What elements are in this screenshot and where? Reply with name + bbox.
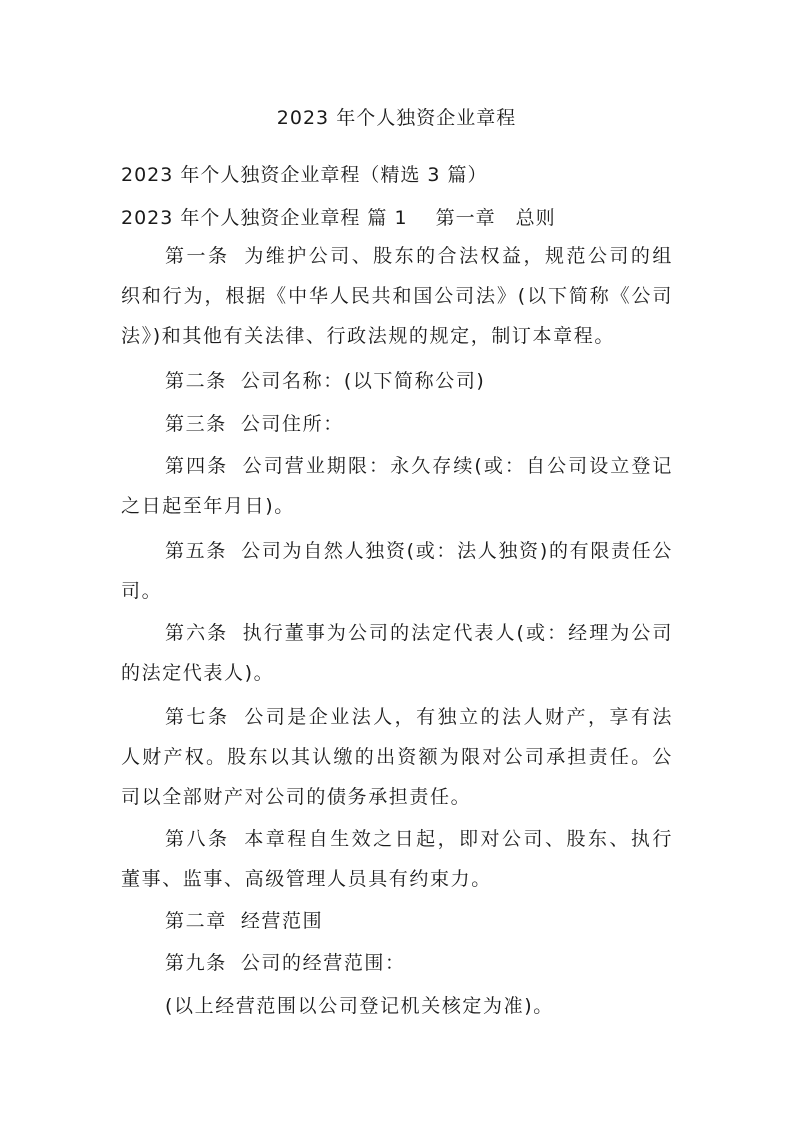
- article-label: 第一条: [165, 245, 230, 267]
- section-heading: 2023 年个人独资企业章程 篇 1: [121, 207, 408, 229]
- article-text: 执行董事为公司的法定代表人(或：经理为公司的法定代表人)。: [121, 622, 673, 684]
- article-text: 公司的经营范围：: [240, 952, 406, 974]
- article-text: 本章程自生效之日起，即对公司、股东、执行董事、监事、高级管理人员具有约束力。: [121, 828, 673, 890]
- article-9: [121, 943, 673, 983]
- section-heading-line: [121, 203, 556, 230]
- article-label: 第六条: [165, 622, 229, 644]
- chapter-two-heading: [121, 901, 673, 941]
- chapter-title: 经营范围: [240, 910, 324, 932]
- article-label: 第八条: [165, 828, 230, 850]
- article-label: 第三条: [165, 413, 227, 435]
- chapter-label: 第二章: [165, 910, 227, 932]
- article-label: 第七条: [165, 706, 230, 728]
- article-2: [121, 361, 673, 401]
- article-text: 公司营业期限：永久存续(或：自公司设立登记之日起至年月日)。: [121, 455, 673, 517]
- article-7: [121, 697, 673, 817]
- article-8: [121, 819, 673, 899]
- article-text: 公司住所：: [240, 413, 344, 435]
- document-subtitle: 2023 年个人独资企业章程（精选 3 篇）: [121, 164, 488, 186]
- article-4: [121, 446, 673, 526]
- article-text: 公司名称：(以下简称公司): [240, 370, 486, 392]
- article-6: [121, 613, 673, 693]
- article-label: 第四条: [165, 455, 229, 477]
- article-text: 为维护公司、股东的合法权益，规范公司的组织和行为，根据《中华人民共和国公司法》(以下简称《公司法》)和其他有关法律、行政法规的规定，制订本章程。: [121, 245, 673, 347]
- article-label: 第二条: [165, 370, 227, 392]
- article-1: [121, 236, 673, 356]
- article-label: 第五条: [165, 540, 228, 562]
- document-title: 2023 年个人独资企业章程: [276, 107, 517, 129]
- chapter-one-heading: 第一章 总则: [435, 207, 556, 229]
- article-text: 公司是企业法人，有独立的法人财产，享有法人财产权。股东以其认缴的出资额为限对公司承担责任。公司以全部财产对公司的债务承担责任。: [121, 706, 673, 808]
- article-text: 公司为自然人独资(或：法人独资)的有限责任公司。: [121, 540, 673, 602]
- closing-note: (以上经营范围以公司登记机关核定为准)。: [165, 995, 554, 1017]
- article-label: 第九条: [165, 952, 227, 974]
- article-5: [121, 531, 673, 611]
- article-3: [121, 404, 673, 444]
